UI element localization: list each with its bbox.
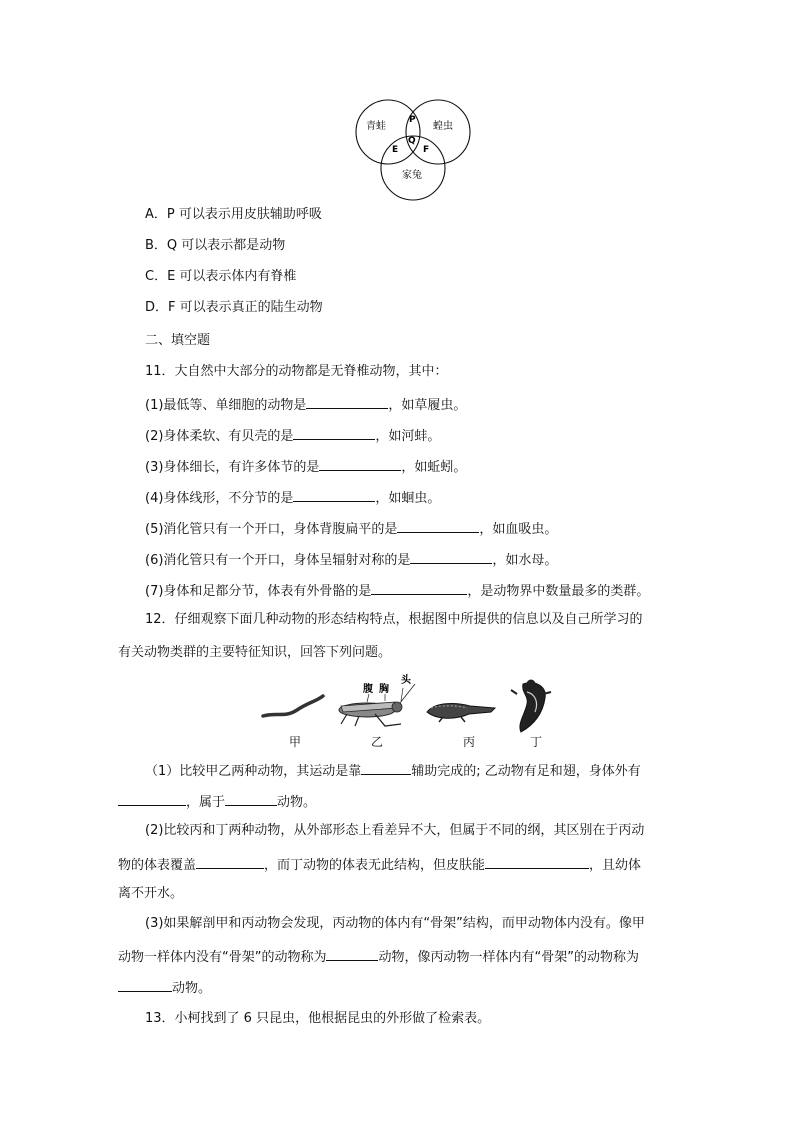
option-c: C．E 可以表示体内有脊椎 bbox=[145, 269, 297, 284]
section-title: 二、填空题 bbox=[145, 333, 211, 348]
q12-p1-line1 bbox=[145, 760, 641, 781]
q11-item-2-pre: (2)身体柔软、有贝壳的是 bbox=[145, 429, 294, 444]
q12-p2-line3: 离不开水。 bbox=[118, 886, 184, 901]
q12-p3-text-d: 动物。 bbox=[172, 981, 212, 996]
q11-item-6 bbox=[145, 549, 557, 570]
q11-item-3 bbox=[145, 456, 466, 477]
salamander-illustration bbox=[511, 680, 551, 733]
q12-p1-line2 bbox=[118, 791, 316, 812]
option-a: A．P 可以表示用皮肤辅助呼吸 bbox=[145, 207, 322, 222]
label-frog: 青蛙 bbox=[366, 121, 386, 132]
answer-blank[interactable] bbox=[293, 487, 375, 502]
answer-blank[interactable] bbox=[118, 791, 186, 806]
label-e: E bbox=[392, 145, 399, 155]
answer-blank[interactable] bbox=[485, 854, 589, 869]
q12-stem-line2: 有关动物类群的主要特征知识，回答下列问题。 bbox=[118, 645, 392, 660]
q11-item-1 bbox=[145, 394, 466, 415]
answer-blank[interactable] bbox=[410, 549, 492, 564]
label-jia: 甲 bbox=[289, 735, 302, 749]
option-d: D．F 可以表示真正的陆生动物 bbox=[145, 300, 323, 315]
q12-p2-text-c: ，而丁动物的体表无此结构，但皮肤能 bbox=[264, 858, 486, 873]
animals-figure bbox=[255, 672, 575, 754]
q12-p1-text-a: （1）比较甲乙两种动物，其运动是靠 bbox=[145, 764, 362, 779]
q11-item-4-pre: (4)身体线形，不分节的是 bbox=[145, 491, 294, 506]
q11-item-7-post: ，是动物界中数量最多的类群。 bbox=[467, 584, 650, 599]
q11-item-6-pre: (6)消化管只有一个开口，身体呈辐射对称的是 bbox=[145, 553, 411, 568]
animals-svg bbox=[255, 672, 575, 754]
q12-p1-text-b: 辅助完成的; 乙动物有足和翅，身体外有 bbox=[411, 764, 641, 779]
q11-item-6-post: ，如水母。 bbox=[492, 553, 558, 568]
answer-blank[interactable] bbox=[319, 456, 401, 471]
earthworm-illustration bbox=[263, 696, 323, 716]
q12-p2-text-d: ，且幼体 bbox=[589, 858, 642, 873]
q12-p2-line2 bbox=[118, 854, 641, 875]
q11-item-5 bbox=[145, 518, 557, 539]
venn-diagram bbox=[350, 98, 476, 202]
q12-p3-text-b: 动物一样体内没有“骨架”的动物称为 bbox=[118, 950, 327, 965]
label-bing: 丙 bbox=[463, 735, 476, 749]
label-head: 头 bbox=[401, 675, 411, 686]
label-locust: 蝗虫 bbox=[433, 121, 453, 132]
q12-p3-line2 bbox=[118, 946, 639, 967]
locust-illustration bbox=[339, 684, 415, 726]
crocodile-illustration bbox=[427, 704, 495, 722]
q11-item-1-post: ，如草履虫。 bbox=[388, 398, 467, 413]
q11-item-4-post: ，如蛔虫。 bbox=[375, 491, 441, 506]
q11-item-1-pre: (1)最低等、单细胞的动物是 bbox=[145, 398, 307, 413]
answer-blank[interactable] bbox=[306, 394, 388, 409]
label-p: P bbox=[409, 115, 416, 125]
answer-blank[interactable] bbox=[225, 791, 277, 806]
answer-blank[interactable] bbox=[326, 946, 378, 961]
q11-item-5-post: ，如血吸虫。 bbox=[479, 522, 558, 537]
circle-locust bbox=[406, 100, 470, 164]
answer-blank[interactable] bbox=[371, 580, 467, 595]
q11-item-2-post: ，如河蚌。 bbox=[375, 429, 441, 444]
q12-stem-line1: 12．仔细观察下面几种动物的形态结构特点，根据图中所提供的信息以及自己所学习的 bbox=[145, 612, 643, 627]
label-q: Q bbox=[408, 136, 416, 146]
label-rabbit: 家兔 bbox=[402, 170, 422, 181]
q13-stem: 13．小柯找到了 6 只昆虫，他根据昆虫的外形做了检索表。 bbox=[145, 1011, 491, 1026]
answer-blank[interactable] bbox=[293, 425, 375, 440]
q12-p3-text-c: 动物，像丙动物一样体内有“骨架”的动物称为 bbox=[378, 950, 639, 965]
label-ding: 丁 bbox=[530, 735, 543, 749]
label-abdomen: 腹 bbox=[363, 684, 373, 695]
answer-blank[interactable] bbox=[361, 760, 411, 775]
q12-p2-line1: (2)比较丙和丁两种动物，从外部形态上看差异不大，但属于不同的纲，其区别在于丙动 bbox=[145, 823, 645, 838]
q12-p3-line1: (3)如果解剖甲和丙动物会发现，丙动物的体内有“骨架”结构，而甲动物体内没有。像甲 bbox=[145, 916, 645, 931]
venn-svg bbox=[350, 98, 476, 202]
q12-p1-text-d: 动物。 bbox=[277, 795, 317, 810]
answer-blank[interactable] bbox=[118, 977, 172, 992]
label-thorax: 胸 bbox=[379, 684, 389, 695]
q11-item-4 bbox=[145, 487, 440, 508]
q11-item-3-post: ，如蚯蚓。 bbox=[401, 460, 467, 475]
q11-item-7-pre: (7)身体和足都分节，体表有外骨骼的是 bbox=[145, 584, 372, 599]
q11-item-7 bbox=[145, 580, 649, 601]
q11-item-5-pre: (5)消化管只有一个开口，身体背腹扁平的是 bbox=[145, 522, 398, 537]
q12-p2-text-b: 物的体表覆盖 bbox=[118, 858, 197, 873]
label-yi: 乙 bbox=[371, 735, 384, 749]
q11-item-3-pre: (3)身体细长，有许多体节的是 bbox=[145, 460, 320, 475]
circle-frog bbox=[356, 100, 420, 164]
answer-blank[interactable] bbox=[196, 854, 264, 869]
q12-p3-line3 bbox=[118, 977, 211, 998]
option-b: B．Q 可以表示都是动物 bbox=[145, 238, 286, 253]
answer-blank[interactable] bbox=[397, 518, 479, 533]
q12-p1-text-c: ，属于 bbox=[186, 795, 226, 810]
q11-stem: 11．大自然中大部分的动物都是无脊椎动物，其中： bbox=[145, 364, 448, 379]
label-f: F bbox=[423, 145, 430, 155]
q11-item-2 bbox=[145, 425, 440, 446]
